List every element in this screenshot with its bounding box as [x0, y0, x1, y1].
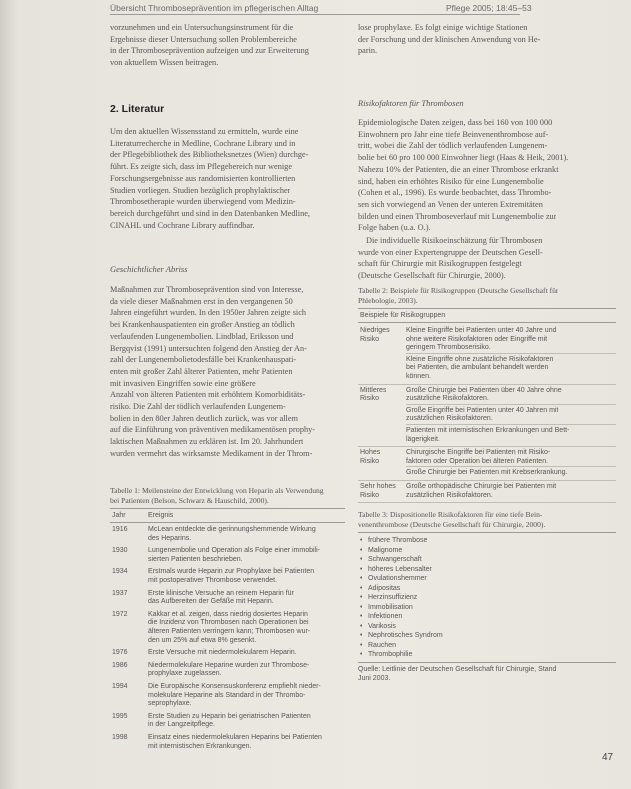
table-cell-event: Erste klinische Versuche an reinem Heparin für [148, 589, 294, 597]
table-cell-event: Niedermolekulare Heparine wurden zur Thrombose- [148, 661, 310, 669]
bullet-icon: • [360, 537, 363, 545]
table-cell-year: 1930 [112, 547, 128, 555]
subsection-heading: Risikofaktoren für Thrombosen [358, 98, 464, 108]
risk-group-label: Risiko [360, 395, 380, 403]
table-cell-event: prophylaxe zugelassen. [148, 670, 222, 678]
text-line: verlaufenden Lungenembolien. Lindblad, Eriksson und [110, 331, 294, 341]
list-item: Ovulationshemmer [368, 575, 427, 583]
text-line: bei Krankenhauspatienten ein großer Anstieg an tödlich [110, 320, 295, 330]
text-line: parin. [358, 46, 378, 56]
risk-group-entry: können. [406, 373, 431, 380]
table-cell-year: 1986 [112, 661, 128, 669]
text-line: Literaturrecherche in Medline, Cochrane Library und in [110, 138, 296, 148]
text-line: lose prophylaxe. Es folgt einige wichtige Stationen [358, 23, 528, 32]
risk-group-label: Niedriges [360, 327, 390, 334]
table-cell-event: Einsatz eines niedermolekularen Heparins bei Patienten [148, 734, 322, 741]
table-inner-rule [406, 466, 616, 467]
list-item: Rauchen [368, 641, 397, 649]
table-row-rule [358, 502, 616, 503]
text-line: Thrombosetherapie wurden überwiegend vom Medizin- [110, 197, 296, 207]
table-cell-event: des Heparins. [148, 534, 192, 542]
text-line: Um den aktuellen Wissensstand zu ermitteln, wurde eine [110, 127, 299, 136]
risk-group-entry: Kleine Eingriffe ohne zusätzliche Risikofaktoren [406, 355, 554, 363]
table-top-rule [110, 508, 345, 509]
text-line: führt. Es zeigte sich, dass im Pflegebereich nur wenige [110, 162, 293, 172]
list-item: höheres Lebensalter [368, 565, 432, 573]
text-line: Einwohnern pro Jahr eine tiefe Beinvenenthrombose auf- [358, 129, 549, 139]
bullet-icon: • [360, 641, 363, 649]
footnote-line: Quelle: Leitlinie der Deutschen Gesellschaft für Chirurgie, Stand [358, 665, 557, 673]
table-caption: Tabelle 2: Beispiele für Risikogruppen (Deutsche Gesellschaft für [358, 286, 559, 295]
risk-group-label: Hohes [360, 449, 381, 457]
text-line: der Pflegebibliothek des Bibliotheksnetzes (Wien) durchge- [110, 150, 309, 160]
table-cell-event: Erste Versuche mit niedermolekularem Heparin. [148, 649, 297, 657]
running-header-left: Übersicht Thromboseprävention im pflegerischen Alltag [110, 3, 319, 13]
text-line: Ergebnisse dieser Untersuchung sollen Problembereiche [110, 34, 297, 44]
header-rule [110, 14, 520, 15]
table-cell-year: 1998 [112, 734, 128, 741]
table-header-rule [358, 322, 616, 323]
text-line: CINAHL und Cochrane Library auffindbar. [110, 220, 255, 230]
table-cell-event: molekulare Heparine als Standard in der Thrombo- [148, 691, 306, 699]
bullet-icon: • [360, 622, 363, 630]
text-line: sen sich vorwiegend an Venen der unteren Extremitäten [358, 199, 543, 209]
table-cell-event: mit internistischen Erkrankungen. [148, 742, 252, 750]
text-line: bilden und einen Thromboseverlauf mit Lungenembolie zur [358, 211, 557, 221]
risk-group-entry: zusätzlichen Risikofaktoren. [406, 491, 493, 499]
text-line: (Deutsche Gesellschaft für Chirurgie, 2000). [358, 271, 506, 281]
list-item: Immobilisation [368, 603, 413, 611]
list-item: Thrombophilie [368, 651, 413, 659]
text-line: laktischen Maßnahmen zu erklären ist. Im 20. Jahrhundert [110, 437, 304, 447]
table-header: Beispiele für Risikogruppen [360, 312, 446, 319]
table-header-rule [110, 522, 345, 523]
table-cell-event: Kakkar et al. zeigen, dass niedrig dosiertes Heparin [148, 610, 308, 618]
risk-group-entry: Große Chirurgie bei Patienten mit Krebserkrankung. [406, 469, 568, 477]
text-line: sind, haben ein erhöhtes Risiko für eine Lungenembolie [358, 176, 544, 186]
text-line: der Forschung und der klinischen Anwendung von He- [358, 34, 541, 44]
table-inner-rule [406, 353, 616, 354]
list-item: Herzinsuffizienz [368, 594, 418, 602]
table-cell-event: den um 25% auf etwa 8% gesenkt. [148, 636, 257, 644]
text-line: da viele dieser Maßnahmen erst in den vergangenen 50 [110, 296, 293, 306]
text-line: bolien in den 80er Jahren deutlich zurück, was vor allem [110, 413, 299, 423]
text-line: Maßnahmen zur Thromboseprävention sind von Interesse, [110, 285, 304, 294]
risk-group-entry: Chirurgische Eingriffe bei Patienten mit Risiko- [406, 449, 551, 457]
risk-group-entry: Patienten mit internistischen Erkrankungen und Bett- [406, 427, 570, 434]
text-line: tritt, wobei die Zahl der tödlich verlaufenden Lungenem- [358, 141, 548, 151]
risk-group-label: Risiko [360, 335, 380, 343]
text-line: Folge haben (u.a. O.). [358, 223, 431, 233]
risk-group-entry: Große Chirurgie bei Patienten über 40 Jahre ohne [406, 386, 562, 394]
text-line: schaft für Chirurgie mit Risikogruppen festgelegt [358, 259, 522, 269]
text-line: bolie bei 60 pro 100 000 Einwohner liegt (Haas & Heik, 2001). [358, 153, 569, 163]
bullet-icon: • [360, 613, 363, 621]
table-cell-year: 1994 [112, 683, 128, 690]
risk-group-label: Mittleres [360, 386, 387, 394]
table-cell-year: 1972 [112, 610, 128, 618]
text-line: Die individuelle Risikoeinschätzung für Thrombosen [366, 236, 543, 245]
table-cell-event: seprophylaxe. [148, 700, 192, 708]
table-row-rule [358, 446, 616, 447]
bullet-icon: • [360, 556, 363, 564]
risk-group-entry: zusätzlichen Risikofaktoren. [406, 415, 493, 423]
table-caption: Tabelle 1: Meilensteine der Entwicklung von Heparin als Verwendung [110, 486, 324, 495]
list-item: Nephrotisches Syndrom [368, 632, 443, 640]
table-cell-event: Die Europäische Konsensuskonferenz empfiehlt nieder- [148, 683, 321, 690]
table-cell-event: die Inzidenz von Thrombosen nach Operationen bei [148, 619, 309, 627]
bullet-icon: • [360, 632, 363, 640]
risk-group-entry: Große orthopädische Chirurgie bei Patienten mit [406, 483, 557, 490]
table-cell-event: in der Langzeitpflege. [148, 721, 215, 729]
table-cell-event: mit postoperativer Thrombose verwendet. [148, 577, 278, 584]
risk-group-entry: bei Patienten, die ambulant behandelt werden [406, 364, 549, 372]
table-cell-event: Erstmals wurde Heparin zur Prophylaxe bei Patienten [148, 568, 315, 576]
bullet-icon: • [360, 603, 363, 611]
table-cell-event: McLean entdeckte die gerinnungshemmende Wirkung [148, 526, 316, 533]
table-cell-event: älteren Patienten verringern kann; Thrombosen wur- [148, 628, 311, 635]
text-line: vorzunehmen und ein Untersuchungsinstrument für die [110, 23, 294, 32]
text-line: Studien vorliegen. Studien bezüglich prophylaktischer [110, 185, 291, 195]
text-line: wurde von einer Expertengruppe der Deutschen Gesell- [358, 247, 543, 257]
bullet-icon: • [360, 594, 363, 602]
text-line: Forschungsergebnisse aus randomisierten kontrollierten [110, 173, 296, 183]
list-item: frühere Thrombose [368, 537, 428, 545]
text-line: Epidemiologische Daten zeigen, dass bei 160 von 100 000 [358, 118, 553, 127]
risk-group-entry: ohne weitere Risikofaktoren oder Eingriffe mit [406, 335, 548, 343]
bullet-icon: • [360, 584, 363, 592]
bullet-icon: • [360, 575, 363, 583]
table-row-rule [358, 480, 616, 481]
risk-group-label: Sehr hohes [360, 483, 396, 490]
subsection-heading: Geschichtlicher Abriss [110, 264, 188, 274]
list-caption: Tabelle 3: Dispositionelle Risikofaktoren für eine tiefe Bein- [358, 510, 543, 520]
table-row-rule [358, 384, 616, 385]
text-line: enten mit großer Zahl älterer Patienten, mehr Patienten [110, 366, 293, 376]
table-caption: bei Patienten (Belson, Schwarz & Hauschild, 2000). [110, 496, 269, 505]
text-line: Bergqvist (1991) untersuchten folgend den Anstieg der An- [110, 343, 307, 353]
text-line: zahl der Lungenembolietodesfälle bei Krankenhauspati- [110, 355, 297, 365]
table-cell-event: Lungenembolie und Operation als Folge einer immobili- [148, 547, 320, 555]
text-line: mit invasiven Eingriffen sowie eine größere [110, 378, 256, 388]
text-line: wurden vermehrt das wirksamste Medikament in der Throm- [110, 448, 313, 458]
table-cell-year: 1934 [112, 568, 128, 576]
list-item: Malignome [368, 546, 403, 554]
text-line: risiko. Die Zahl der tödlich verlaufenden Lungenem- [110, 402, 286, 411]
text-line: (Cohen et al., 1996). Es wurde beobachtet, dass Thrombo- [358, 188, 552, 198]
bullet-icon: • [360, 546, 363, 554]
table-cell-event: sierten Patienten beschrieben. [148, 555, 243, 563]
risk-group-label: Risiko [360, 457, 380, 465]
table-inner-rule [406, 404, 616, 405]
list-item: Infektionen [368, 613, 403, 621]
risk-group-label: Risiko [360, 491, 380, 499]
table-header-event: Ereignis [148, 512, 174, 519]
text-line: von aktuellem Wissen beitragen. [110, 58, 219, 68]
text-line: auf die Einführung von präventiven medikamentösen prophy- [110, 425, 316, 435]
table-top-rule [358, 308, 616, 309]
running-header-right: Pflege 2005; 18:45–53 [446, 3, 532, 13]
list-item: Schwangerschaft [368, 556, 422, 564]
list-item: Varikosis [368, 622, 396, 630]
risk-group-entry: Große Eingriffe bei Patienten unter 40 Jahren mit [406, 406, 559, 414]
risk-group-entry: faktoren oder Operation bei älteren Patienten. [406, 457, 549, 465]
risk-group-entry: zusätzliche Risikofaktoren. [406, 395, 489, 403]
bullet-icon: • [360, 565, 363, 573]
table-cell-event: Erste Studien zu Heparin bei geriatrischen Patienten [148, 712, 311, 720]
page-number: 47 [602, 752, 614, 763]
table-cell-year: 1937 [112, 589, 128, 597]
list-item: Adipositas [368, 584, 401, 592]
list-bottom-rule [358, 662, 616, 663]
text-line: Nahezu 10% der Patienten, die an einer Thrombose erkrankt [358, 164, 559, 174]
text-line: bereich durchgeführt und sind in den Datenbanken Medline, [110, 208, 310, 218]
bullet-icon: • [360, 651, 363, 659]
risk-group-entry: lägerigkeit. [406, 435, 440, 443]
risk-group-entry: geringem Thromboserisiko. [406, 344, 491, 352]
table-caption: Phlebologie, 2003). [358, 296, 418, 305]
risk-group-entry: Kleine Eingriffe bei Patienten unter 40 Jahre und [406, 327, 557, 334]
footnote-line: Juni 2003. [358, 674, 391, 682]
text-line: Anzahl von älteren Patienten mit erhöhtem Komorbiditäts- [110, 390, 306, 400]
table-header-year: Jahr [112, 512, 126, 519]
section-heading: 2. Literatur [110, 103, 165, 115]
text-line: Jahren eingeführt wurden. In den 1950er Jahren zeigte sich [110, 308, 307, 318]
table-inner-rule [406, 424, 616, 425]
text-line: in der Thromboseprävention aufzeigen und zur Erweiterung [110, 46, 309, 56]
table-cell-year: 1995 [112, 712, 128, 720]
table-cell-year: 1976 [112, 649, 128, 657]
list-rule [358, 532, 616, 533]
table-cell-year: 1916 [112, 526, 128, 533]
list-caption: venenthrombose (Deutsche Gesellschaft für Chirurgie, 2000). [358, 520, 546, 530]
table-cell-event: das Aufbereiten der Gefäße mit Heparin. [148, 598, 274, 606]
